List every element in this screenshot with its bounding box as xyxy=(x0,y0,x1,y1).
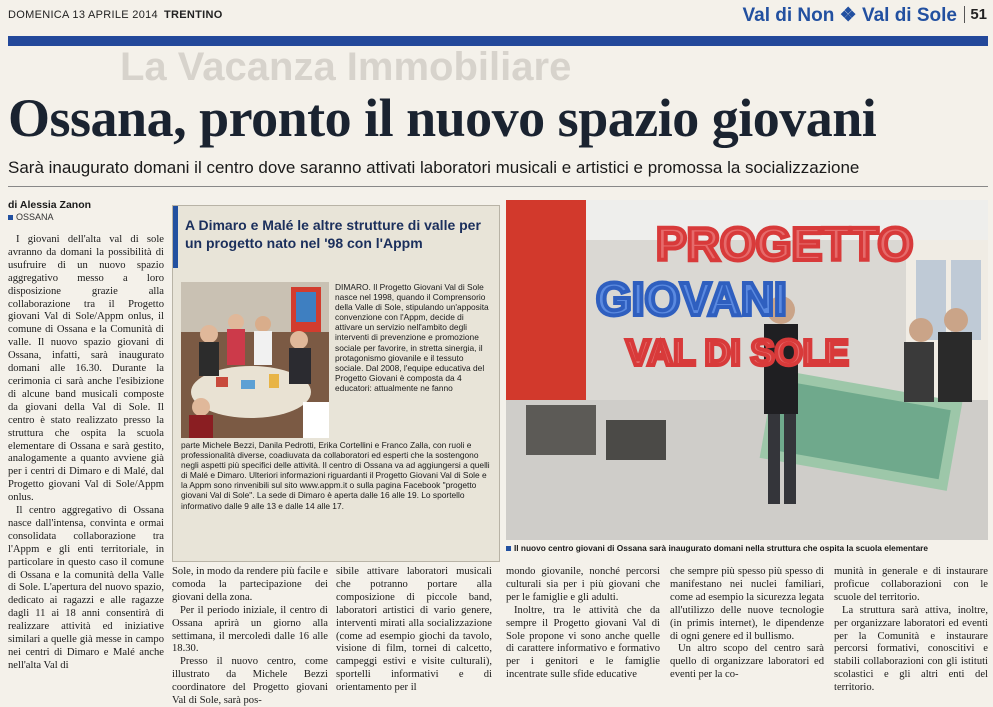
paragraph: La struttura sarà attiva, inoltre, per organizzare laboratori ed eventi per la Comunità e instaurare percorsi formativi, conoscitivi e stabili collaborazioni con gli istituti scolastici e gli altri enti del territorio. xyxy=(834,604,988,694)
paragraph: che sempre più spesso più spesso di manifestano nei nuclei familiari, come ad esempio la sicurezza legata all'utilizzo delle nuove tecnologie (in primis internet), le dipendenze di ogni genere ed il bullismo. xyxy=(670,566,824,642)
paragraph: Un altro scopo del centro sarà quello di organizzare laboratori ed eventi per la co- xyxy=(670,643,824,681)
bleed-through-text: La Vacanza Immobiliare xyxy=(120,50,572,84)
youth-center-illustration xyxy=(506,200,988,540)
divider xyxy=(8,186,988,187)
author: di Alessia Zanon xyxy=(8,199,92,211)
article-column-5 xyxy=(670,566,824,706)
paragraph: Inoltre, tra le attività che da sempre il Progetto giovani Val di Sole propone vi sono anche quelle di carattere informativo e formativo per i genitori e le famiglie incentrate sulle sfide educative xyxy=(506,604,660,681)
page-header xyxy=(0,0,993,36)
article-column-3 xyxy=(336,566,492,706)
article-column-4 xyxy=(506,566,660,706)
article-subtitle: Sarà inaugurato domani il centro dove saranno attivati laboratori musicali e artistici e promossa la socializzazione xyxy=(8,158,860,177)
group-photo-illustration xyxy=(181,282,329,438)
article-column-1 xyxy=(8,234,164,704)
box-photo xyxy=(181,282,329,438)
page-number: 51 xyxy=(964,6,987,23)
box-text-bottom: parte Michele Bezzi, Danila Pedrotti, Erika Cortellini e Franco Zalla, con ruoli e professionalità diverse, coadiuvata da collaboratori ed esperti che la sostengono negli aspetti più specifici delle attività. Il centro di Ossana va ad aggiungersi a quelli di Malé e Dimaro. Ulteriori informazioni riguardanti il Progetto Giovani Val di Sole e la Appm sono rinvenibili sul sito www.appm.it o sulla pagina Facebook "progetto giovani Val di Sole". La sede di Dimaro è aperta dalle 16 alle 19. Lo sportello informativo dalle 9 alle 13 e dalle 14 alle 17. xyxy=(181,440,490,511)
article-column-6 xyxy=(834,566,988,706)
paragraph: Il centro aggregativo di Ossana nasce dall'intensa, convinta e ormai consolidata collaborazione tra l'Appm e gli enti territoriale, in particolare in questo caso il comune di Ossana e la comunità della Valle di Sole. L'apertura del nuovo spazio, dedicato ai ragazzi e alle ragazze dagli 11 ai 18 anni consentirà di realizzare attività ed iniziative similari a quelle già messe in campo nei centri di Dimaro e Malé anche nell'alta Val di xyxy=(8,505,164,671)
article-column-2 xyxy=(172,566,328,706)
main-photo xyxy=(506,200,988,540)
header-rule xyxy=(8,36,988,46)
sidebar-box xyxy=(172,205,500,562)
banner-line-2: GIOVANI xyxy=(596,273,787,325)
photo-caption: Il nuovo centro giovani di Ossana sarà inaugurato domani nella struttura che ospita la scuola elementare xyxy=(506,543,988,554)
banner-line-1: PROGETTO xyxy=(656,218,914,270)
paragraph: Per il periodo iniziale, il centro di Ossana aprirà un giorno alla settimana, il mercoledì dalle 16 alle 18.30. xyxy=(172,604,328,655)
issue-date: DOMENICA 13 APRILE 2014 TRENTINO xyxy=(8,9,223,21)
article-title: Ossana, pronto il nuovo spazio giovani xyxy=(8,88,877,148)
paragraph: Sole, in modo da rendere più facile e comoda la partecipazione dei giovani della zona. xyxy=(172,566,328,603)
box-text-top: DIMARO. Il Progetto Giovani Val di Sole nasce nel 1998, quando il Comprensorio della Valle di Sole, stipulando un'apposita convenzione con l'Appm, decide di attivare un servizio nell'ambito degli interventi di prevenzione e promozione sociale per favorire, in stretta sinergia, il protagonismo giovanile e il tessuto sociale. Dal 2008, l'equipe educativa del Progetto Giovani è composta da 4 educatori: attualmente ne fanno xyxy=(335,282,489,393)
paragraph: munità in generale e di instaurare proficue collaborazioni con le scuole del territorio. xyxy=(834,566,988,603)
paragraph: Presso il nuovo centro, come illustrato da Michele Bezzi coordinatore del Progetto giovani Val di Sole, sarà pos- xyxy=(172,656,328,706)
paragraph: sibile attivare laboratori musicali che potranno portare alla composizione di piccole band, laboratori artistici di vario genere, interventi mirati alla socializzazione (come ad esempio giochi da tavolo, visione di film, tornei di calcetto, campeggi estivi e visite culturali), sportelli informativi e di orientamento per il xyxy=(336,566,492,694)
banner-line-3: VAL DI SOLE xyxy=(626,332,849,373)
region-label: TRENTINO xyxy=(163,9,223,21)
box-accent-bar xyxy=(173,206,178,268)
section-title: Val di Non ❖ Val di Sole xyxy=(742,5,957,26)
dateline-place: OSSANA xyxy=(8,212,54,222)
box-title: A Dimaro e Malé le altre strutture di valle per un progetto nato nel '98 con l'Appm xyxy=(185,217,481,251)
paragraph: I giovani dell'alta val di sole avranno da domani la possibilità di usufruire di un nuovo spazio aggregativo messo a loro disposizione grazie alla collaborazione tra il Progetto giovani Val di Sole/Appm onlus, il comune di Ossana e la Comunità di valle. Il nuovo spazio giovani di Ossana, infatti, sarà inaugurato domani alle 16.30. Durante la cerimonia ci sarà anche l'esibizione di alcune band musicali composte da giovani della Val di Sole. Il centro è stato realizzato presso la struttura che ospita la scuola elementare di Ossana e sarà gestito, analogamente a quanto avviene già per i centri di Dimaro e di Malé, dal Progetto giovani Val di Sole/Appm onlus. xyxy=(8,234,164,504)
paragraph: mondo giovanile, nonché percorsi culturali sia per i più giovani che per le famiglie e gli adulti. xyxy=(506,566,660,603)
